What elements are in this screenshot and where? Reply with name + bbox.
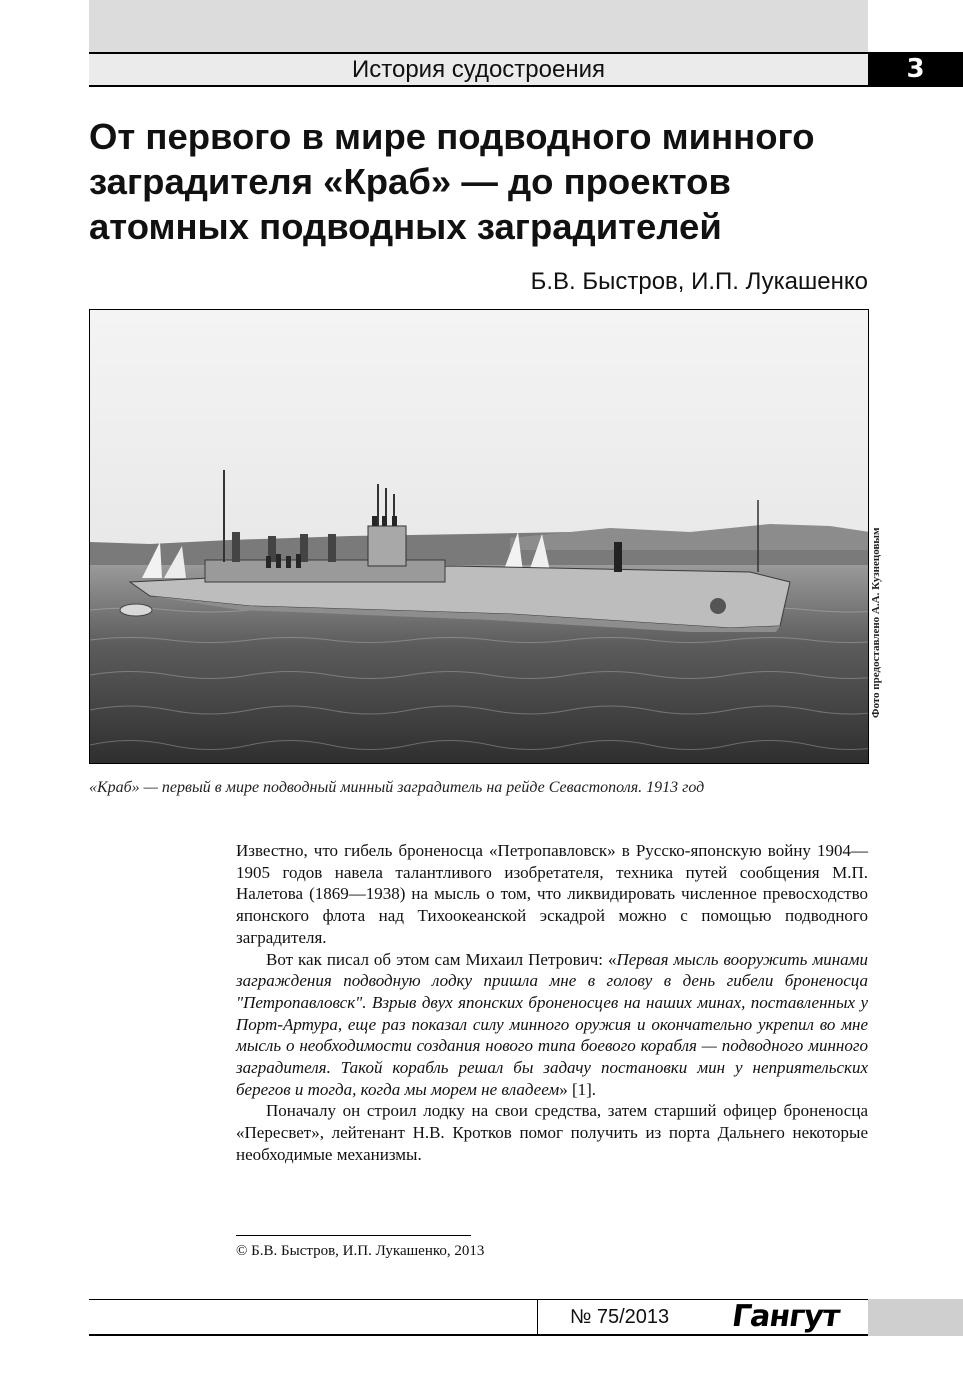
article-authors: Б.В. Быстров, И.П. Лукашенко: [530, 268, 868, 295]
section-title: История судостроения: [352, 56, 605, 83]
footnote-rule: [236, 1235, 471, 1236]
paragraph-2-lead: Вот как писал об этом сам Михаил Петрович: «: [266, 949, 617, 969]
footer-rule-bottom: [89, 1334, 868, 1336]
photo-credit: Фото предоставлено А.А. Кузнецовым: [870, 528, 882, 719]
paragraph-1: Известно, что гибель броненосца «Петропавловск» в Русско-японскую войну 1904—1905 годов навела талантливого изобретателя, техника путей сообщения М.П. Налетова (1869—1938) на мысль о том, что ликвидировать численное превосходство японского флота над Тихоокеанской эскадрой можно с помощью подводного заградителя.: [236, 841, 868, 947]
paragraph-2: [236, 949, 868, 1101]
nalyotov-quote: Первая мысль вооружить минами заграждения подводную лодку пришла мне в голову в день гибели броненосца "Петропавловск". Взрыв двух японских броненосцев на наших минах, поставленных у Порт-Артура, еще раз показал силу минного оружия и окончательно укрепил во мне мысль о необходимости создания нового типа боевого корабля — подводного минного заградителя. Такой корабль решал бы задачу постановки мин у неприятельских берегов и тогда, когда мы морем не владеем: [236, 949, 868, 1099]
submarine-photo-drawing: [90, 310, 869, 764]
figure-caption: «Краб» — первый в мире подводный минный заградитель на рейде Севастополя. 1913 год: [89, 779, 705, 796]
footer-band: [868, 1299, 963, 1336]
submarine-photo: [89, 309, 869, 764]
page-number: 3: [868, 52, 963, 87]
paragraph-3: Поначалу он строил лодку на свои средства, затем старший офицер броненосца «Пересвет», лейтенант Н.В. Кротков помог получить из порта Дальнего некоторые необходимые механизмы.: [236, 1101, 868, 1164]
header-band: [89, 0, 868, 52]
article-title: От первого в мире подводного минного заградителя «Краб» — до проектов атомных подводных заградителей: [89, 116, 815, 247]
journal-logo: Гангут: [729, 1299, 842, 1334]
article-body: [236, 840, 868, 1166]
issue-number: № 75/2013: [569, 1306, 670, 1328]
section-bar: [89, 52, 868, 87]
copyright-note: © Б.В. Быстров, И.П. Лукашенко, 2013: [236, 1243, 485, 1259]
paragraph-2-tail: » [1].: [559, 1079, 597, 1099]
